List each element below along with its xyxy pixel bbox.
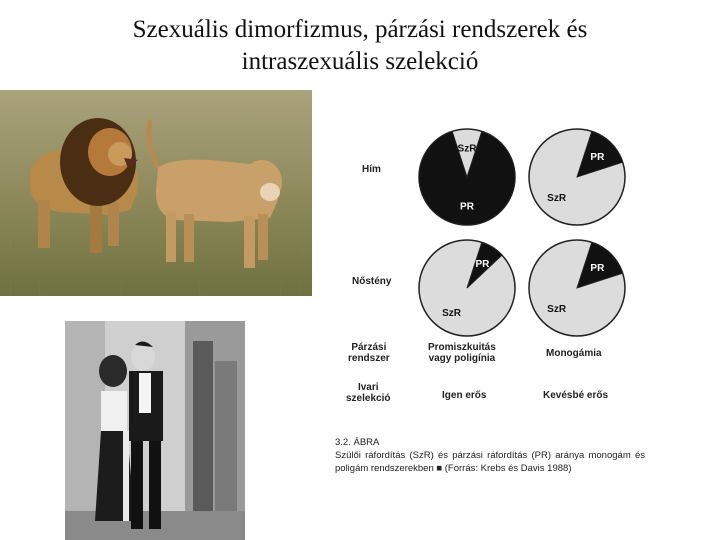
pie-label-szr: SzR [547, 192, 567, 204]
selection-label [346, 382, 390, 404]
pie-female-monogamy [522, 233, 632, 343]
caption-text: Szülői ráfordítás (SzR) és párzási ráfordítás (PR) aránya monogám és poligám rendszerekben ■ (Forrás: Krebs és Davis 1988) [335, 450, 645, 474]
pie-label-szr: SzR [547, 303, 567, 315]
mating-system-label [348, 342, 390, 364]
caption-number: 3.2. ÁBRA [335, 437, 380, 448]
pie-male-polygamy [412, 122, 522, 232]
pie-label-pr: PR [460, 201, 474, 213]
pie-female-polygamy [412, 233, 522, 343]
mating-system-label-line2: rendszer [348, 353, 390, 364]
polygamy-line2: vagy poligínia [428, 353, 496, 364]
selection-label-line1: Ivari [357, 382, 379, 393]
pie-label-szr: SzR [442, 307, 462, 319]
figure-caption [335, 436, 645, 475]
title-line-2: intraszexuális szelekció [241, 48, 479, 75]
pie-label-pr: PR [475, 259, 490, 271]
pie-label-szr: SzR [457, 143, 477, 155]
mating-system-label-line1: Párzási [351, 342, 387, 353]
lion-pair-photo [0, 90, 312, 296]
pie-label-pr: PR [590, 152, 605, 164]
figure-3-2 [330, 120, 650, 540]
pie-male-monogamy [522, 122, 632, 232]
row-label-male: Hím [362, 164, 381, 175]
polygamy-line1: Promiszkuitás [428, 342, 496, 353]
slide-title [60, 14, 660, 78]
selection-polygamy: Igen erős [442, 390, 487, 401]
selection-monogamy: Kevésbé erős [543, 390, 609, 401]
couple-photo [65, 321, 245, 540]
pie-label-pr: PR [590, 263, 605, 275]
mating-system-monogamy: Monogámia [546, 348, 602, 359]
selection-label-line2: szelekció [346, 393, 391, 404]
mating-system-polygamy [428, 342, 496, 364]
row-label-female: Nőstény [352, 276, 392, 287]
title-line-1: Szexuális dimorfizmus, párzási rendszerek és [132, 16, 588, 43]
